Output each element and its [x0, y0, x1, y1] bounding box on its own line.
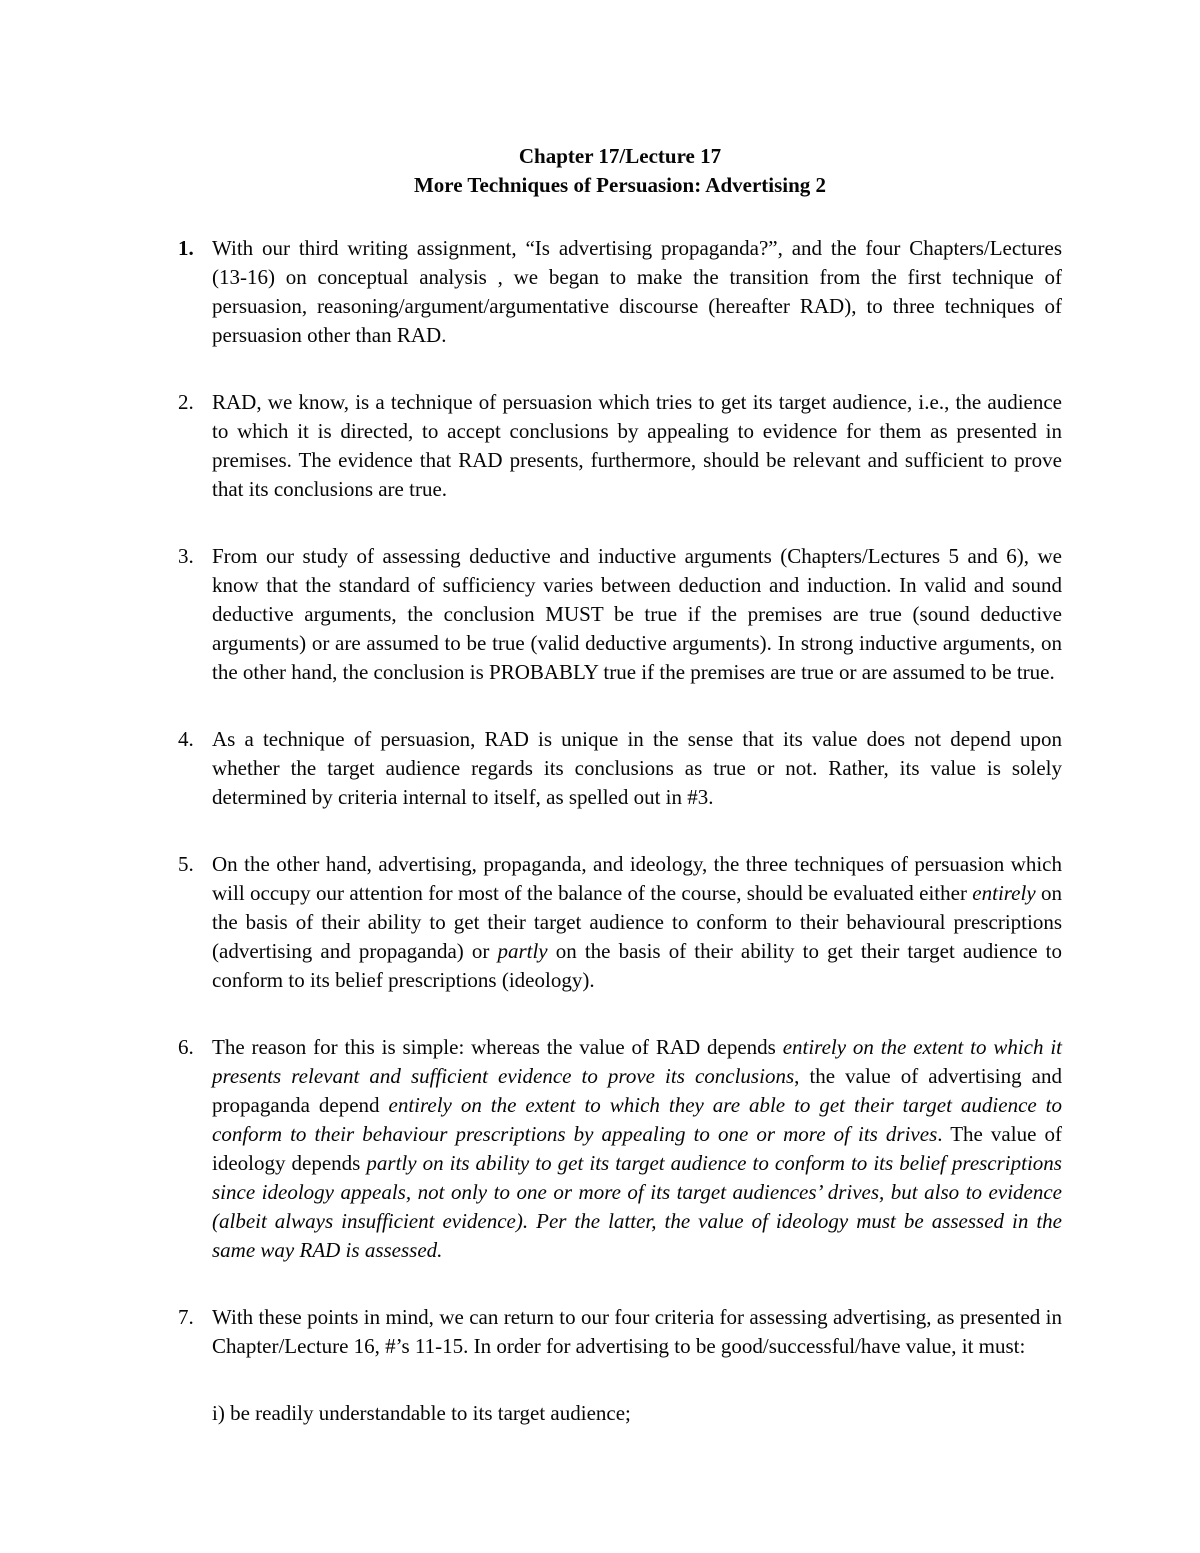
paragraph-number: [178, 1399, 212, 1428]
paragraph-text: [212, 1033, 1062, 1265]
paragraph-number: 2.: [178, 390, 194, 414]
text-run: on the basis of their ability to get their target audience to conform to their behavioural prescriptions (advertising and propaganda) or: [212, 881, 1063, 963]
paragraph: [178, 725, 1062, 812]
text-run: The reason for this is simple: whereas the value of RAD depends: [212, 1035, 783, 1059]
paragraph: [178, 1033, 1062, 1265]
paragraph-number: 5.: [178, 852, 194, 876]
document-title: [178, 142, 1062, 200]
paragraph-number: 6.: [178, 1035, 194, 1059]
text-run-italic: entirely on the extent to which it presents relevant and sufficient evidence to prove its conclusions: [212, 1035, 1062, 1088]
text-run: With our third writing assignment, “Is advertising propaganda?”, and the four Chapters/Lectures (13-16) on conceptual analysis , we began to make the transition from the first technique of persuasion, reasoning/argument/argumentative discourse (hereafter RAD), to three techniques of persuasion other than RAD.: [212, 236, 1062, 347]
text-run: i) be readily understandable to its target audience;: [212, 1401, 631, 1425]
text-run: . The value of ideology depends: [212, 1122, 1062, 1175]
paragraph: [178, 234, 1062, 350]
paragraph-number: 7.: [178, 1305, 194, 1329]
paragraph-text: [212, 542, 1062, 687]
paragraph-number: 3.: [178, 544, 194, 568]
paragraph-text: [212, 388, 1062, 504]
text-run-italic: entirely: [972, 881, 1036, 905]
paragraph-text: [212, 725, 1062, 812]
text-run: RAD, we know, is a technique of persuasion which tries to get its target audience, i.e., the audience to which it is directed, to accept conclusions by appealing to evidence for them as presented in premises. The evidence that RAD presents, furthermore, should be relevant and sufficient to prove that its conclusions are true.: [212, 390, 1062, 501]
text-run: From our study of assessing deductive and inductive arguments (Chapters/Lectures 5 and 6), we know that the standard of sufficiency varies between deduction and induction. In valid and sound deductive arguments, the conclusion MUST be true if the premises are true (sound deductive arguments) or are assumed to be true (valid deductive arguments). In strong inductive arguments, on the other hand, the conclusion is PROBABLY true if the premises are true or are assumed to be true.: [212, 544, 1062, 684]
sub-item: [178, 1399, 1062, 1428]
paragraph-text: [212, 234, 1062, 350]
paragraph-text: [212, 1399, 1062, 1428]
paragraph: [178, 850, 1062, 995]
paragraph-text: [212, 850, 1062, 995]
text-run: on the basis of their ability to get their target audience to conform to its belief prescriptions (ideology).: [212, 939, 1062, 992]
text-run: As a technique of persuasion, RAD is unique in the sense that its value does not depend upon whether the target audience regards its conclusions as true or not. Rather, its value is solely determined by criteria internal to itself, as spelled out in #3.: [212, 727, 1062, 809]
paragraph: [178, 388, 1062, 504]
paragraph-number: 1.: [178, 236, 194, 260]
title-line-2: More Techniques of Persuasion: Advertising 2: [413, 173, 827, 197]
text-run-italic: partly on its ability to get its target audience to conform to its belief prescriptions since ideology appeals, not only to one or more of its target audiences’ drives, but also to evidence (albeit always insufficient evidence). Per the latter, the value of ideology must be assessed in the same way RAD is assessed.: [212, 1151, 1062, 1262]
paragraph-number: 4.: [178, 727, 194, 751]
text-run-italic: partly: [497, 939, 548, 963]
text-run: , the value of advertising and propaganda depend: [212, 1064, 1062, 1117]
text-run: On the other hand, advertising, propaganda, and ideology, the three techniques of persuasion which will occupy our attention for most of the balance of the course, should be evaluated either: [212, 852, 1062, 905]
paragraph-text: [212, 1303, 1062, 1361]
paragraph: [178, 1303, 1062, 1361]
text-run: With these points in mind, we can return to our four criteria for assessing advertising, as presented in Chapter/Lecture 16, #’s 11-15. In order for advertising to be good/successful/have value, it must:: [212, 1305, 1062, 1358]
text-run-italic: entirely on the extent to which they are able to get their target audience to conform to their behaviour prescriptions by appealing to one or more of its drives: [212, 1093, 1062, 1146]
paragraph-list: [178, 234, 1062, 1428]
paragraph: [178, 542, 1062, 687]
title-line-1: Chapter 17/Lecture 17: [518, 144, 722, 168]
